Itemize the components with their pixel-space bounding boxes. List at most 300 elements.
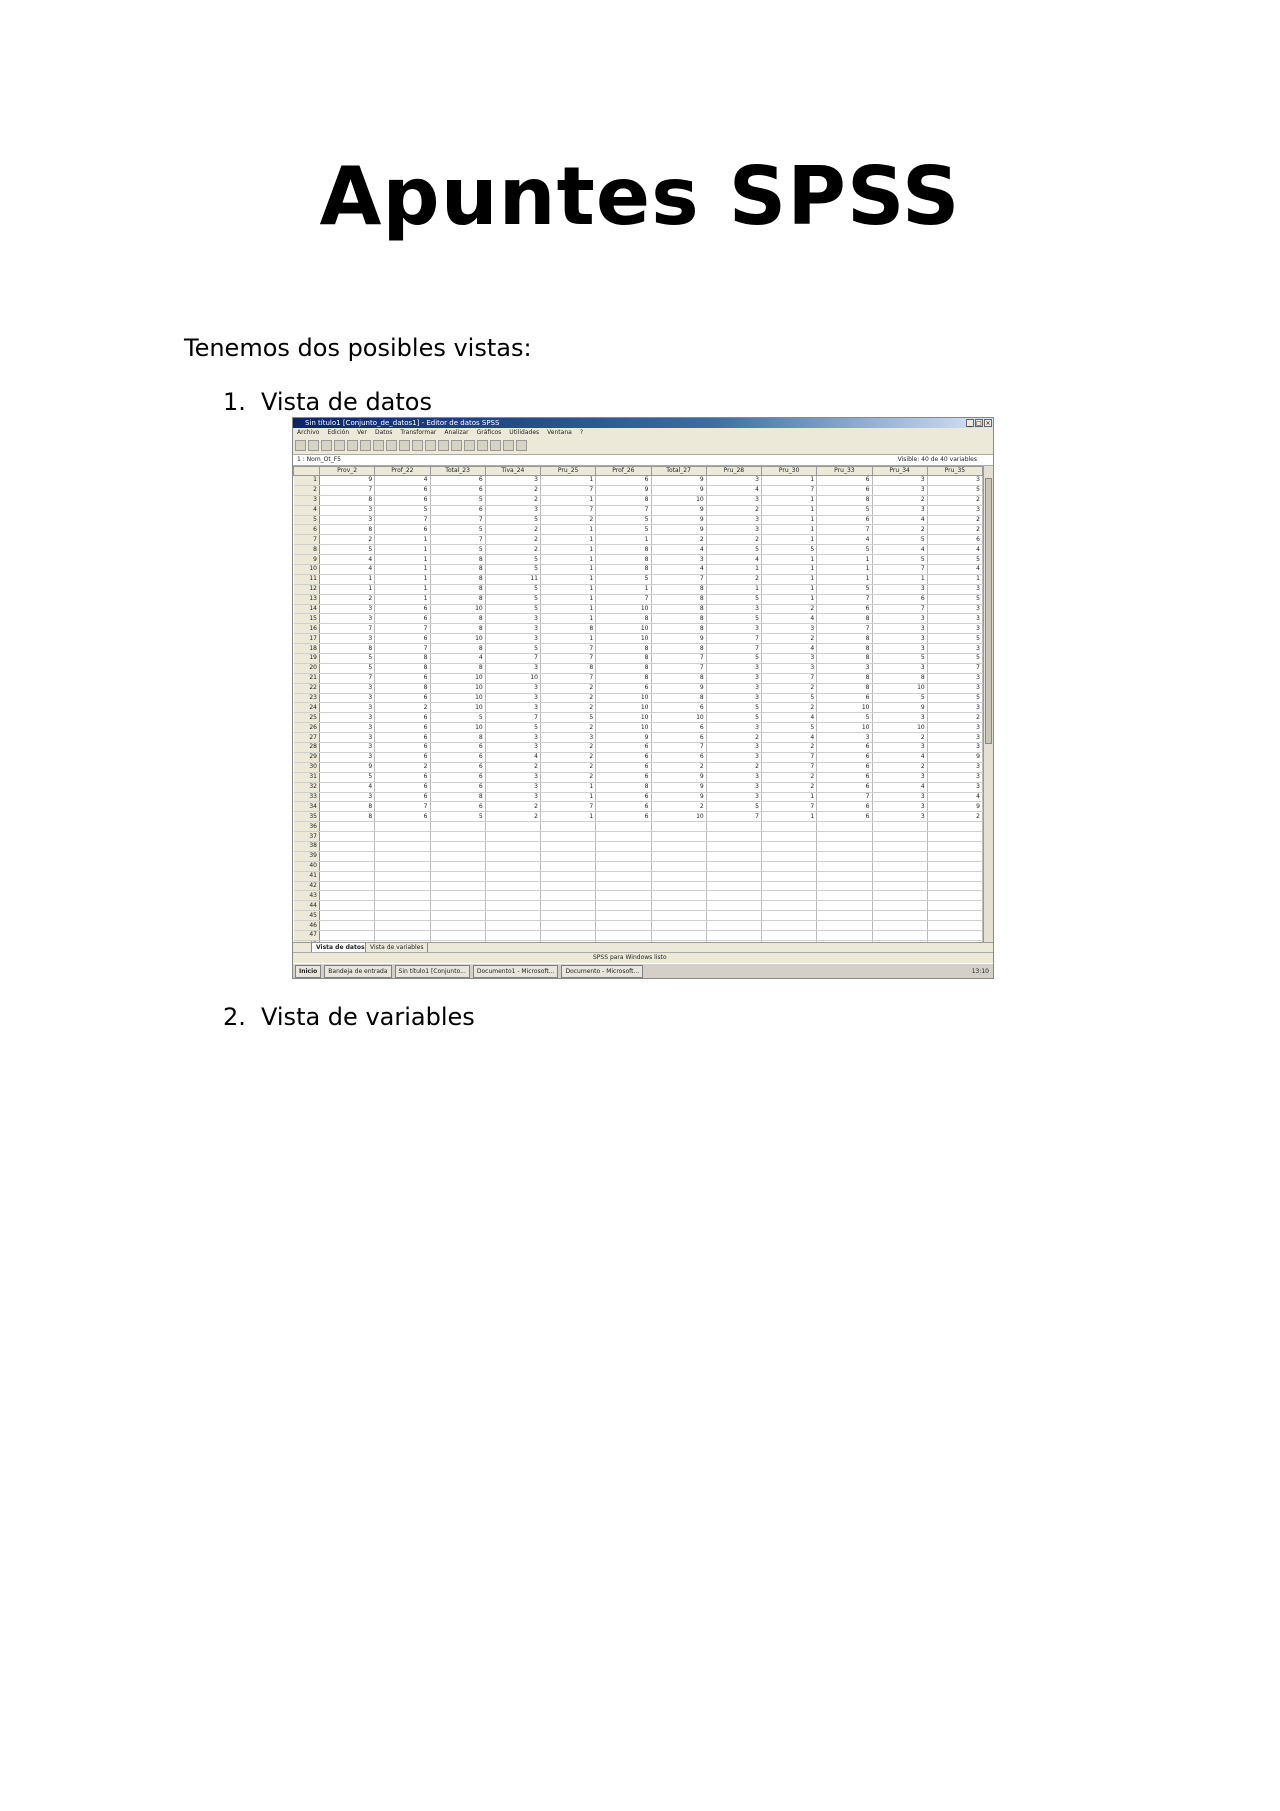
data-cell[interactable]: 9 [651,792,706,802]
data-cell[interactable]: 3 [927,505,982,515]
data-cell[interactable]: 5 [596,574,651,584]
data-cell[interactable] [651,851,706,861]
data-cell[interactable]: 2 [541,703,596,713]
data-cell[interactable]: 3 [320,743,375,753]
data-cell[interactable]: 5 [485,604,540,614]
data-cell[interactable]: 2 [320,535,375,545]
data-cell[interactable] [485,841,540,851]
data-cell[interactable]: 10 [596,634,651,644]
data-cell[interactable]: 2 [320,594,375,604]
data-cell[interactable]: 8 [817,614,872,624]
data-cell[interactable]: 7 [430,535,485,545]
data-cell[interactable]: 5 [430,713,485,723]
data-cell[interactable]: 10 [430,723,485,733]
data-cell[interactable]: 6 [430,762,485,772]
row-number[interactable]: 32 [294,782,320,792]
data-cell[interactable]: 5 [485,594,540,604]
data-cell[interactable]: 6 [375,723,430,733]
data-cell[interactable]: 2 [541,752,596,762]
data-cell[interactable]: 7 [541,485,596,495]
data-cell[interactable]: 9 [320,476,375,486]
row-number[interactable]: 47 [294,930,320,940]
menu-item[interactable]: Gráficos [476,429,502,436]
data-cell[interactable]: 3 [927,723,982,733]
data-cell[interactable]: 9 [651,485,706,495]
data-cell[interactable]: 6 [375,752,430,762]
data-cell[interactable]: 2 [927,525,982,535]
data-cell[interactable]: 7 [320,485,375,495]
data-cell[interactable]: 1 [541,565,596,575]
data-cell[interactable]: 5 [320,545,375,555]
data-cell[interactable] [706,891,761,901]
data-cell[interactable]: 8 [430,644,485,654]
data-cell[interactable] [872,901,927,911]
data-cell[interactable]: 3 [320,693,375,703]
row-number[interactable]: 30 [294,762,320,772]
data-cell[interactable] [485,911,540,921]
data-cell[interactable]: 7 [596,505,651,515]
data-cell[interactable]: 8 [651,693,706,703]
data-cell[interactable]: 9 [651,505,706,515]
data-cell[interactable] [430,832,485,842]
data-cell[interactable] [817,871,872,881]
data-cell[interactable]: 8 [817,673,872,683]
data-cell[interactable] [872,841,927,851]
row-number[interactable]: 7 [294,535,320,545]
data-cell[interactable]: 5 [596,515,651,525]
data-cell[interactable]: 8 [320,495,375,505]
row-number[interactable]: 4 [294,505,320,515]
data-cell[interactable]: 6 [817,772,872,782]
data-cell[interactable]: 7 [651,663,706,673]
data-cell[interactable]: 1 [762,555,817,565]
data-cell[interactable]: 8 [651,624,706,634]
data-cell[interactable] [430,911,485,921]
data-cell[interactable]: 2 [485,812,540,822]
data-cell[interactable] [485,881,540,891]
data-cell[interactable]: 3 [927,673,982,683]
data-cell[interactable]: 8 [430,614,485,624]
data-cell[interactable]: 6 [596,743,651,753]
data-cell[interactable]: 4 [651,545,706,555]
data-cell[interactable]: 7 [541,644,596,654]
data-cell[interactable]: 5 [706,614,761,624]
data-cell[interactable] [817,851,872,861]
data-cell[interactable] [375,930,430,940]
data-cell[interactable] [927,841,982,851]
data-cell[interactable]: 3 [320,723,375,733]
data-cell[interactable] [762,921,817,931]
data-cell[interactable]: 3 [706,525,761,535]
row-number[interactable]: 1 [294,476,320,486]
data-cell[interactable]: 9 [651,772,706,782]
data-cell[interactable]: 2 [706,505,761,515]
data-cell[interactable]: 8 [430,792,485,802]
data-cell[interactable] [651,891,706,901]
toolbar-button-icon[interactable] [334,440,345,451]
data-cell[interactable]: 3 [927,614,982,624]
toolbar-button-icon[interactable] [412,440,423,451]
data-cell[interactable]: 3 [762,654,817,664]
data-cell[interactable]: 3 [706,782,761,792]
data-cell[interactable] [872,832,927,842]
data-cell[interactable]: 5 [872,693,927,703]
data-cell[interactable]: 6 [430,782,485,792]
data-cell[interactable]: 4 [927,792,982,802]
data-cell[interactable] [706,871,761,881]
data-cell[interactable]: 1 [375,535,430,545]
data-cell[interactable]: 10 [596,703,651,713]
data-cell[interactable] [485,832,540,842]
data-cell[interactable]: 8 [651,614,706,624]
data-cell[interactable]: 1 [541,614,596,624]
data-cell[interactable]: 1 [375,565,430,575]
data-cell[interactable]: 8 [596,545,651,555]
data-cell[interactable]: 6 [375,812,430,822]
data-cell[interactable] [762,832,817,842]
data-cell[interactable]: 6 [596,802,651,812]
data-cell[interactable] [596,930,651,940]
data-cell[interactable]: 7 [762,673,817,683]
data-cell[interactable]: 2 [927,713,982,723]
data-cell[interactable]: 3 [927,762,982,772]
column-header[interactable]: Pru_33 [817,467,872,476]
data-cell[interactable] [817,841,872,851]
data-cell[interactable]: 6 [375,673,430,683]
data-cell[interactable]: 2 [762,772,817,782]
data-cell[interactable]: 3 [320,752,375,762]
data-cell[interactable]: 9 [596,485,651,495]
data-cell[interactable] [430,822,485,832]
row-number[interactable]: 40 [294,861,320,871]
data-cell[interactable]: 6 [375,604,430,614]
vertical-scrollbar[interactable] [983,466,993,942]
data-cell[interactable]: 9 [651,525,706,535]
data-cell[interactable]: 7 [375,515,430,525]
data-cell[interactable] [541,891,596,901]
data-cell[interactable]: 8 [430,555,485,565]
data-cell[interactable] [485,822,540,832]
data-cell[interactable] [927,871,982,881]
toolbar-button-icon[interactable] [451,440,462,451]
data-cell[interactable]: 3 [927,782,982,792]
data-cell[interactable]: 3 [485,634,540,644]
data-cell[interactable]: 9 [651,782,706,792]
data-cell[interactable]: 3 [485,505,540,515]
data-cell[interactable]: 4 [485,752,540,762]
data-cell[interactable]: 7 [430,515,485,525]
data-cell[interactable] [430,881,485,891]
data-cell[interactable]: 2 [762,604,817,614]
data-cell[interactable]: 6 [817,515,872,525]
data-cell[interactable] [541,841,596,851]
data-cell[interactable]: 8 [430,565,485,575]
row-number[interactable]: 29 [294,752,320,762]
data-cell[interactable]: 3 [320,733,375,743]
data-cell[interactable] [651,861,706,871]
data-cell[interactable]: 3 [927,604,982,614]
data-cell[interactable] [762,930,817,940]
data-cell[interactable] [320,871,375,881]
row-number[interactable]: 23 [294,693,320,703]
row-number[interactable]: 22 [294,683,320,693]
data-cell[interactable]: 6 [651,733,706,743]
toolbar-button-icon[interactable] [347,440,358,451]
data-cell[interactable]: 2 [706,574,761,584]
data-cell[interactable]: 1 [375,594,430,604]
data-cell[interactable]: 5 [927,693,982,703]
data-cell[interactable]: 7 [541,654,596,664]
data-cell[interactable]: 6 [596,812,651,822]
data-cell[interactable]: 9 [927,752,982,762]
data-cell[interactable]: 3 [706,792,761,802]
data-cell[interactable] [651,921,706,931]
data-cell[interactable]: 7 [762,485,817,495]
data-cell[interactable] [541,851,596,861]
data-cell[interactable]: 7 [375,624,430,634]
data-cell[interactable]: 7 [320,673,375,683]
menu-item[interactable]: Transformar [400,429,437,436]
data-cell[interactable]: 7 [762,762,817,772]
data-cell[interactable]: 3 [485,476,540,486]
data-cell[interactable] [927,822,982,832]
data-cell[interactable]: 6 [375,782,430,792]
data-cell[interactable] [375,822,430,832]
data-cell[interactable] [541,921,596,931]
row-number[interactable]: 39 [294,851,320,861]
data-cell[interactable]: 8 [651,604,706,614]
taskbar-item[interactable]: Sin título1 [Conjunto... [395,965,470,978]
data-cell[interactable] [927,891,982,901]
row-number[interactable]: 38 [294,841,320,851]
data-cell[interactable]: 6 [375,743,430,753]
data-cell[interactable] [762,822,817,832]
data-cell[interactable]: 3 [320,792,375,802]
toolbar-button-icon[interactable] [308,440,319,451]
data-cell[interactable]: 3 [706,663,761,673]
data-cell[interactable] [927,911,982,921]
data-cell[interactable]: 7 [485,713,540,723]
row-number[interactable]: 28 [294,743,320,753]
maximize-icon[interactable]: □ [976,420,982,427]
data-cell[interactable] [375,841,430,851]
data-cell[interactable]: 5 [706,545,761,555]
data-cell[interactable]: 10 [430,673,485,683]
data-cell[interactable]: 3 [485,614,540,624]
data-cell[interactable]: 8 [375,683,430,693]
data-cell[interactable]: 2 [651,762,706,772]
data-cell[interactable]: 10 [651,713,706,723]
data-cell[interactable] [430,871,485,881]
data-cell[interactable]: 6 [817,802,872,812]
data-cell[interactable] [762,901,817,911]
data-cell[interactable] [541,930,596,940]
data-cell[interactable] [817,901,872,911]
data-cell[interactable]: 10 [596,624,651,634]
data-cell[interactable]: 1 [762,594,817,604]
data-cell[interactable]: 8 [430,584,485,594]
data-cell[interactable]: 3 [706,476,761,486]
data-cell[interactable]: 2 [872,525,927,535]
data-cell[interactable]: 6 [430,476,485,486]
data-cell[interactable] [375,921,430,931]
data-cell[interactable]: 5 [762,545,817,555]
data-cell[interactable] [541,871,596,881]
data-cell[interactable]: 1 [596,535,651,545]
data-cell[interactable]: 8 [430,733,485,743]
data-cell[interactable]: 5 [541,713,596,723]
data-cell[interactable] [485,901,540,911]
data-cell[interactable]: 3 [872,713,927,723]
data-cell[interactable]: 3 [706,624,761,634]
data-cell[interactable]: 3 [927,743,982,753]
data-cell[interactable] [320,901,375,911]
row-number[interactable]: 25 [294,713,320,723]
data-cell[interactable]: 5 [706,594,761,604]
data-cell[interactable]: 9 [872,703,927,713]
data-cell[interactable] [927,930,982,940]
row-number[interactable]: 43 [294,891,320,901]
start-button[interactable]: Inicio [295,965,321,978]
data-cell[interactable]: 1 [541,604,596,614]
data-cell[interactable] [817,861,872,871]
data-cell[interactable]: 3 [872,663,927,673]
data-cell[interactable]: 5 [320,663,375,673]
data-cell[interactable]: 10 [430,634,485,644]
data-cell[interactable]: 7 [817,624,872,634]
data-cell[interactable]: 6 [817,752,872,762]
data-cell[interactable]: 8 [596,782,651,792]
data-cell[interactable]: 6 [375,614,430,624]
data-cell[interactable] [817,832,872,842]
data-cell[interactable]: 6 [817,762,872,772]
data-cell[interactable]: 5 [485,584,540,594]
data-cell[interactable]: 1 [762,476,817,486]
data-cell[interactable]: 4 [762,614,817,624]
data-cell[interactable]: 2 [927,495,982,505]
data-cell[interactable]: 2 [762,743,817,753]
data-cell[interactable]: 5 [872,535,927,545]
row-number[interactable]: 45 [294,911,320,921]
data-cell[interactable]: 7 [541,505,596,515]
data-cell[interactable]: 8 [430,663,485,673]
data-cell[interactable]: 6 [817,743,872,753]
data-cell[interactable] [872,861,927,871]
data-cell[interactable]: 1 [541,476,596,486]
data-cell[interactable]: 1 [762,535,817,545]
data-cell[interactable]: 3 [485,663,540,673]
data-cell[interactable] [817,911,872,921]
data-cell[interactable]: 3 [485,624,540,634]
data-cell[interactable]: 2 [706,733,761,743]
data-cell[interactable]: 5 [485,565,540,575]
data-cell[interactable]: 10 [596,693,651,703]
data-cell[interactable]: 1 [320,584,375,594]
data-cell[interactable]: 2 [375,703,430,713]
data-cell[interactable]: 6 [375,495,430,505]
data-cell[interactable]: 9 [320,762,375,772]
data-cell[interactable]: 3 [872,485,927,495]
data-cell[interactable]: 8 [817,683,872,693]
data-cell[interactable]: 6 [375,485,430,495]
data-cell[interactable]: 10 [430,693,485,703]
data-cell[interactable]: 6 [375,713,430,723]
data-cell[interactable]: 7 [817,594,872,604]
data-cell[interactable] [651,822,706,832]
data-cell[interactable]: 3 [706,752,761,762]
data-cell[interactable]: 1 [817,574,872,584]
data-cell[interactable]: 8 [596,663,651,673]
data-cell[interactable]: 2 [485,545,540,555]
data-cell[interactable]: 5 [872,654,927,664]
data-cell[interactable]: 5 [320,654,375,664]
data-cell[interactable]: 7 [706,634,761,644]
data-cell[interactable]: 6 [596,772,651,782]
data-cell[interactable] [817,930,872,940]
data-cell[interactable]: 8 [596,555,651,565]
data-cell[interactable]: 3 [927,624,982,634]
data-cell[interactable] [485,921,540,931]
column-header[interactable]: Pru_28 [706,467,761,476]
data-cell[interactable] [375,871,430,881]
data-cell[interactable]: 1 [375,584,430,594]
data-cell[interactable]: 3 [817,663,872,673]
data-cell[interactable]: 2 [485,762,540,772]
data-cell[interactable] [541,901,596,911]
row-number[interactable]: 10 [294,565,320,575]
row-number[interactable]: 3 [294,495,320,505]
data-cell[interactable]: 2 [541,515,596,525]
taskbar-item[interactable]: Documento1 - Microsoft... [473,965,559,978]
data-cell[interactable]: 3 [320,634,375,644]
data-cell[interactable]: 6 [651,752,706,762]
data-cell[interactable] [320,930,375,940]
toolbar-button-icon[interactable] [399,440,410,451]
data-cell[interactable] [485,851,540,861]
data-cell[interactable]: 9 [651,515,706,525]
data-cell[interactable] [762,871,817,881]
row-number[interactable]: 46 [294,921,320,931]
menu-item[interactable]: Datos [374,429,393,436]
data-cell[interactable]: 3 [485,743,540,753]
data-cell[interactable]: 7 [927,663,982,673]
data-cell[interactable]: 2 [375,762,430,772]
data-cell[interactable] [430,841,485,851]
data-cell[interactable]: 8 [651,594,706,604]
data-cell[interactable]: 4 [762,733,817,743]
data-cell[interactable]: 5 [485,555,540,565]
data-cell[interactable] [596,901,651,911]
data-cell[interactable]: 1 [541,495,596,505]
data-cell[interactable]: 8 [651,673,706,683]
data-cell[interactable]: 10 [872,723,927,733]
data-cell[interactable]: 3 [872,802,927,812]
data-cell[interactable] [927,832,982,842]
data-cell[interactable]: 3 [320,683,375,693]
data-cell[interactable]: 7 [762,802,817,812]
data-cell[interactable]: 3 [872,584,927,594]
data-cell[interactable]: 7 [817,792,872,802]
data-cell[interactable]: 3 [817,733,872,743]
data-cell[interactable]: 8 [320,644,375,654]
data-cell[interactable]: 4 [320,565,375,575]
row-number[interactable]: 2 [294,485,320,495]
data-cell[interactable]: 10 [651,812,706,822]
data-cell[interactable] [430,891,485,901]
row-number[interactable]: 18 [294,644,320,654]
data-cell[interactable] [541,861,596,871]
data-cell[interactable] [596,871,651,881]
